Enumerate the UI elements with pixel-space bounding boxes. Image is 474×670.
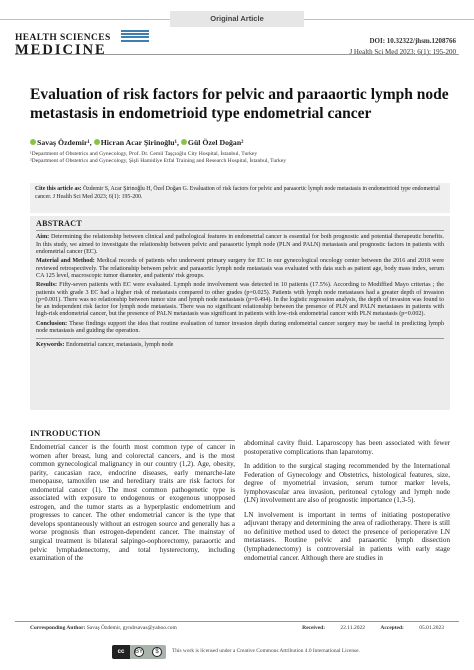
journal-citation: J Health Sci Med 2023; 6(1): 195-200 bbox=[349, 48, 456, 56]
affiliation-1: ¹Department of Obstetrics and Gynecology, Prof. Dr. Cemil Taşçıoğlu City Hospital, İstanbul, Turkey bbox=[30, 151, 258, 157]
intro-paragraph-4: LN involvement is important in terms of initiating postoperative adjuvant therapy and determining the area of radiotherapy. There is still no definitive method used to detect the presence of perioperative LN metastases. Routine pelvic and paraaortic lymph dissection (lymphadenectomy) is controversial in patients with early stage endometrial cancer. Although there are studies in bbox=[244, 510, 450, 562]
received-date: Received: 22.11.2022 bbox=[302, 625, 365, 631]
intro-paragraph-2: abdominal cavity fluid. Laparoscopy has been associated with fewer postoperative complications than laparotomy. bbox=[244, 439, 450, 456]
abstract-aim: Aim: Determining the relationship between clinical and pathological features in endometrial cancer is essential for both prognostic and potential therapeutic benefits. In this study, we aimed to investigate the relationship between pelvic and paraaortic lymph node (PLN and PALN) metastasis and prognostic factors in patients with endometrial cancer (EC). bbox=[36, 234, 444, 255]
abstract-heading: ABSTRACT bbox=[36, 220, 444, 231]
author-1: Savaş Özdemir¹, bbox=[37, 138, 92, 147]
author-list bbox=[30, 138, 244, 147]
cite-box bbox=[30, 183, 450, 213]
abstract-results: Results: Fifty-seven patients with EC were evaluated. Lymph node involvement was detected in 10 patients (17.5%). According to Modiffied Mayo criterias ; the patients with grade 3 EC had a higher risk of metastasis compared to other grades (p=0.025). Patients with lymph node metastases had a greater depth of invasion (p=0.001). There was no relationship between tumor size and lymph node metastasis (p=0.494). In the logistic regression analysis, the depth of invasion was found to be an independent risk factor for lymph node metastasis. There was no significant relationship between the presence of PLN and PALN metastases in patients with high-risk endometrial cancer, but the presence of PALN metastasis was significant in patients with low-risk endometrial cancer with PLN metastasis (p=0.002). bbox=[36, 282, 444, 318]
abstract-conclusion: Conclusion: These findings support the idea that routine evaluation of tumor invasion depth during endometrial cancer surgery may be useful in predicting lymph node metastasis and guiding the operation. bbox=[36, 320, 444, 335]
logo-stripes-icon bbox=[121, 30, 149, 46]
accepted-date: Accepted: 05.01.2023 bbox=[380, 625, 444, 631]
affiliation-2: ²Department of Obstetrics and Gynecology, Şişli Hamidiye Etfal Training and Research Hospital, İstanbul, Turkey bbox=[30, 158, 287, 165]
footer-divider bbox=[15, 621, 459, 622]
header-divider bbox=[15, 54, 459, 55]
intro-paragraph-3: In addition to the surgical staging recommended by the International Federation of Gynecology and Obstetrics, histological features, size, degree of myometrial invasion, serum tumor marker levels, lymphovascular area invasion, peritoneal cytology and lymph node (LN) involvement are also of prognostic importance (1,3-5). bbox=[244, 462, 450, 505]
license-text: This work is licensed under a Creative Commons Attribution 4.0 International License. bbox=[172, 648, 360, 654]
abstract-keywords: Keywords: Endometrial cancer, metastasis, lymph node bbox=[36, 338, 444, 349]
creative-commons-badge-icon[interactable] bbox=[112, 645, 166, 659]
orcid-icon[interactable] bbox=[30, 139, 36, 145]
introduction-rule bbox=[30, 440, 235, 441]
journal-name-line1: HEALTH SCIENCES bbox=[15, 33, 111, 43]
license-block bbox=[112, 645, 372, 659]
article-title: Evaluation of risk factors for pelvic and paraaortic lymph node metastasis in endometrioid type endometrial cancer bbox=[30, 86, 449, 122]
introduction-heading: INTRODUCTION bbox=[30, 428, 101, 438]
article-type-banner bbox=[0, 11, 474, 27]
cite-label: Cite this article as: bbox=[35, 186, 82, 192]
article-type-label: Original Article bbox=[170, 11, 304, 27]
journal-name-line2: MEDICINE bbox=[15, 42, 107, 58]
affiliations bbox=[30, 151, 286, 165]
body-column-left bbox=[30, 443, 235, 563]
abstract-methods: Material and Method: Medical records of patients who underwent primary surgery for EC in our gynecological oncology center between the 2016 and 2018 were reviewed retrospectively. The relationship between pelvic and paraaortic lymph node metastasis was evaluated with data such as patient age, body mass index, serum CA 125 level, macroscopic tumor diameter, and patients' risk groups. bbox=[36, 258, 444, 279]
noncommercial-icon: $ bbox=[152, 647, 162, 657]
attribution-icon: BY bbox=[135, 649, 144, 655]
doi-link[interactable]: DOI: 10.32322/jhsm.1208766 bbox=[369, 37, 456, 45]
orcid-icon[interactable] bbox=[94, 139, 100, 145]
cc-logo-icon: cc bbox=[112, 645, 130, 659]
cite-text: Özdemir S, Acar Şirinoğlu H, Özel Doğan G. Evaluation of risk factors for pelvic and paraaortic lymph node metastasis in endometrioid type endometrial cancer. J Health Sci Med 2023; 6(1): 195-200. bbox=[35, 186, 440, 200]
cc-terms-icons bbox=[130, 645, 166, 659]
footer bbox=[30, 625, 444, 631]
corresponding-author: Corresponding Author: Savaş Özdemir, gyndrsavas@yahoo.com bbox=[30, 625, 177, 631]
abstract-box bbox=[30, 216, 450, 410]
author-2: Hicran Acar Şirinoğlu¹, bbox=[100, 138, 179, 147]
author-3: Gül Özel Doğan² bbox=[187, 138, 244, 147]
orcid-icon[interactable] bbox=[181, 139, 187, 145]
body-column-right bbox=[244, 439, 450, 568]
intro-paragraph-1: Endometrial cancer is the fourth most common type of cancer in women after breast, lung and colorectal cancers, and is the most common gynecological malignancy in our country (1,2). Age, obesity, parity, caucasian race, endocrine diseases, early menarche-late menopause, tamoxifen use and hereditary traits are risk factors for endometrial cancer (1). The most common pathogenetic type is associated with exposure to endogenous or exogenous unopposed estrogen, and the tumor starts as a hyperplastic endometrium and progresses to cancer. The other endometrial cancer is the type that develops spontaneously without an estrogen source and generally has a worse prognosis than estrogen-dependent cancer. The mainstay of surgical treatment is bilateral salpingo-oophorectomy, paraaortic and pelvic lymphadenectomy, and total hysterectomy, including examination of the bbox=[30, 443, 235, 563]
